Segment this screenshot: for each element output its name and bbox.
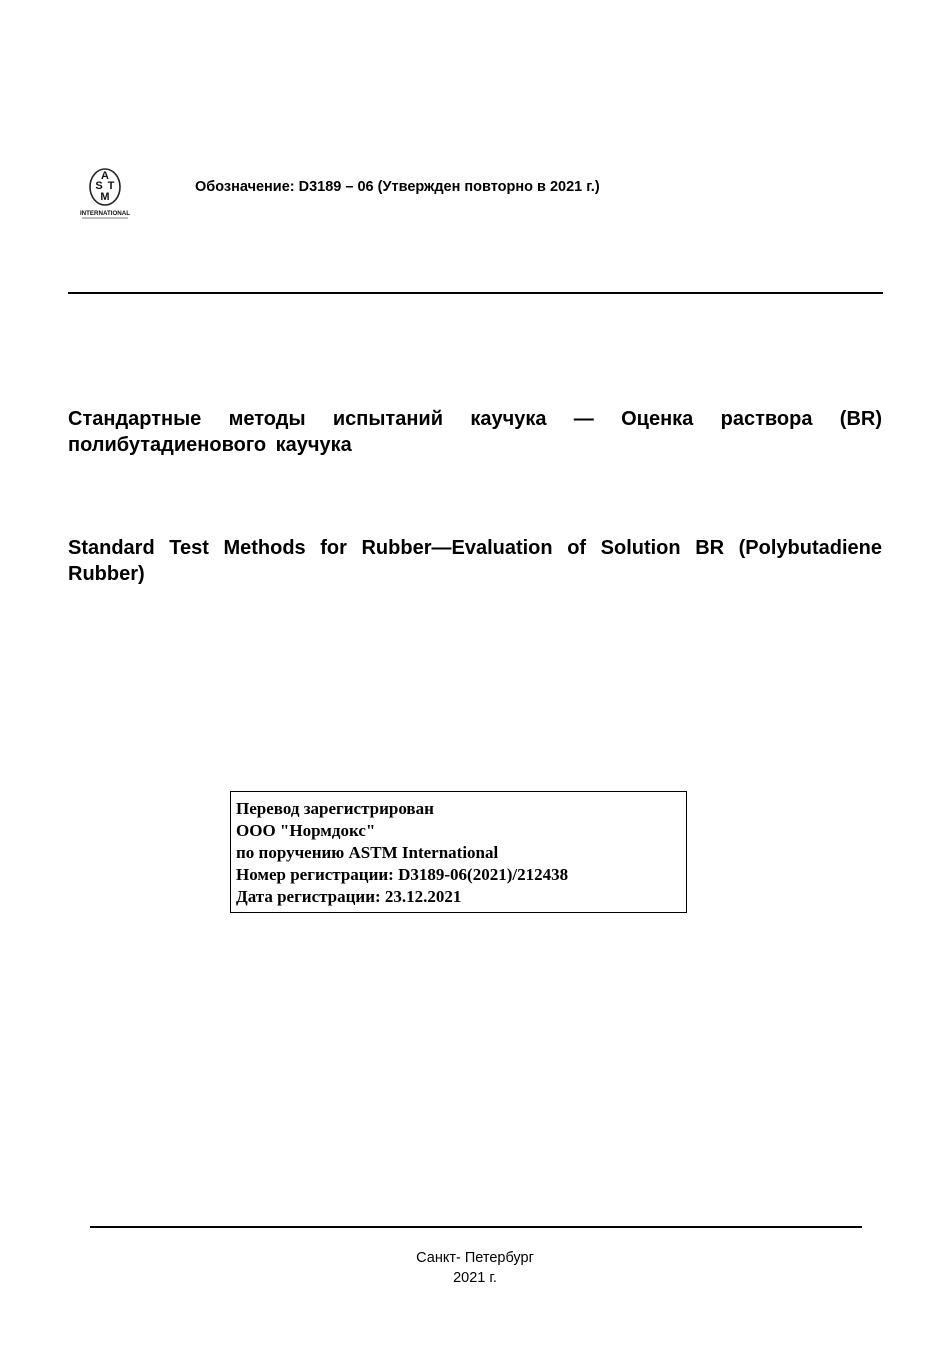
header-divider: [68, 292, 883, 294]
registration-number: Номер регистрации: D3189-06(2021)/212438: [236, 865, 569, 884]
footer-divider: [90, 1226, 862, 1228]
svg-text:A: A: [101, 170, 109, 182]
registration-box: [230, 791, 687, 913]
svg-text:S: S: [95, 180, 103, 192]
astm-logo-icon: [78, 163, 134, 223]
footer-year: 2021 г.: [453, 1270, 497, 1286]
title-english: Standard Test Methods for Rubber—Evaluation of Solution BR (Polybutadiene Rubber): [68, 537, 882, 585]
title-russian: Стандартные методы испытаний каучука — Оценка раствора (BR) полибутадиенового каучука: [68, 408, 882, 456]
svg-text:M: M: [100, 191, 110, 203]
document-designation: Обозначение: D3189 – 06 (Утвержден повторно в 2021 г.): [195, 179, 600, 195]
registration-line-company: ООО "Нормдокс": [236, 821, 376, 840]
svg-text:T: T: [107, 180, 115, 192]
footer-city: Санкт- Петербург: [416, 1250, 534, 1266]
registration-line-on-behalf: по поручению ASTM International: [236, 843, 499, 862]
svg-text:INTERNATIONAL: INTERNATIONAL: [79, 210, 131, 217]
astm-logo: [78, 163, 134, 223]
registration-date: Дата регистрации: 23.12.2021: [236, 887, 462, 906]
registration-line-translated: Перевод зарегистрирован: [236, 799, 434, 818]
